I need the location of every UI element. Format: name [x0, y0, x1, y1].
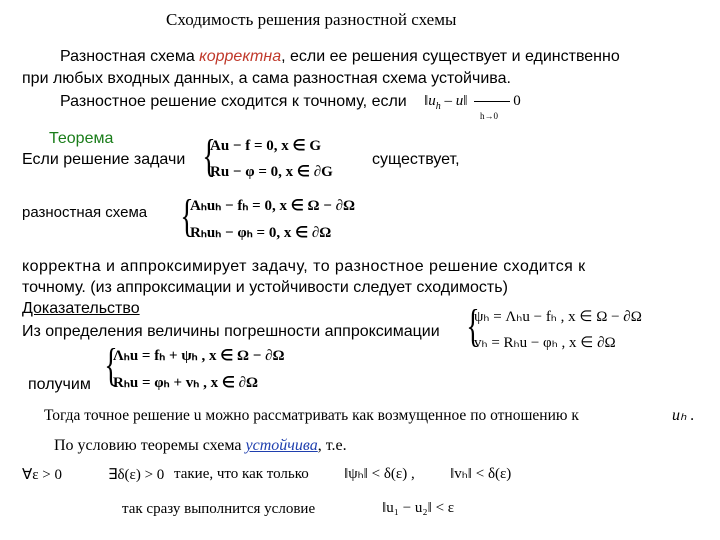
obtain-text: получим: [28, 376, 91, 393]
system4-line1: Λₕu = fₕ + ψₕ , x ∈ Ω − ∂Ω: [113, 348, 285, 364]
exists-delta: ∃δ(ε) > 0: [108, 467, 165, 483]
stable-line: [54, 436, 347, 456]
immediately-text: так сразу выполнится условие: [122, 501, 316, 517]
system2-line1: Aₕuₕ − fₕ = 0, x ∈ Ω − ∂Ω: [190, 198, 356, 214]
arrow-line: [474, 101, 510, 102]
norm-expression: ‖u: [424, 93, 436, 109]
then-uh: uₕ .: [672, 407, 695, 424]
scheme-text: разностная схема: [22, 204, 148, 221]
stable-text: , т.е.: [317, 437, 347, 454]
theorem-if-text: Если решение задачи: [22, 151, 186, 168]
theorem-heading: Теорема: [49, 130, 114, 147]
paragraph-line-1: корректна и аппроксимирует задачу, то разностное решение сходится к: [22, 258, 586, 275]
intro-line-2: при любых входных данных, а сама разностная схема устойчива.: [22, 70, 511, 87]
norm-v: ‖vₕ‖ < δ(ε): [450, 466, 512, 482]
convergence-formula: [424, 92, 521, 116]
intro-text: , если ее решения существует и единственно: [281, 48, 620, 65]
intro-text: Разностная схема: [60, 48, 200, 65]
system1-line2: Ru − φ = 0, x ∈ ∂G: [210, 164, 333, 180]
such-that-text: такие, что как только: [174, 466, 309, 482]
proof-heading: Доказательство: [22, 300, 140, 317]
system3-line2: vₕ = Rₕu − φₕ , x ∈ ∂Ω: [474, 335, 616, 351]
intro-line-3: Разностное решение сходится к точному, если: [60, 93, 407, 110]
system2-line2: Rₕuₕ − φₕ = 0, x ∈ ∂Ω: [190, 225, 332, 241]
paragraph-line-3: Из определения величины погрешности аппроксимации: [22, 323, 440, 340]
left-brace: {: [202, 130, 216, 181]
system4-line2: Rₕu = φₕ + vₕ , x ∈ ∂Ω: [113, 375, 259, 391]
forall-epsilon: ∀ε > 0: [22, 467, 63, 483]
left-brace: {: [180, 190, 194, 241]
zero: 0: [513, 93, 521, 109]
keyword-stable: устойчива: [245, 437, 318, 454]
keyword-correct: корректна: [199, 48, 282, 65]
limit-label: h→0: [480, 111, 498, 121]
paragraph-line-2: точному. (из аппроксимации и устойчивости следует сходимость): [22, 279, 508, 296]
norm-expression-rest: – u‖: [440, 93, 468, 109]
final-condition: ‖u₁ − u₂‖ < ε: [382, 500, 455, 516]
norm-psi: ‖ψₕ‖ < δ(ε) ,: [344, 466, 415, 482]
theorem-exists: существует,: [372, 151, 460, 168]
left-brace: {: [466, 300, 480, 351]
left-brace: {: [104, 339, 118, 390]
subscript-h: h: [435, 101, 441, 112]
system1-line1: Au − f = 0, x ∈ G: [210, 138, 321, 154]
stable-text: По условию теоремы схема: [54, 437, 246, 454]
intro-line-1: [60, 47, 620, 67]
system3-line1: ψₕ = Λₕu − fₕ , x ∈ Ω − ∂Ω: [474, 309, 642, 325]
then-text: Тогда точное решение u можно рассматривать как возмущенное по отношению к: [44, 407, 579, 424]
page-title: Сходимость решения разностной схемы: [166, 10, 457, 29]
